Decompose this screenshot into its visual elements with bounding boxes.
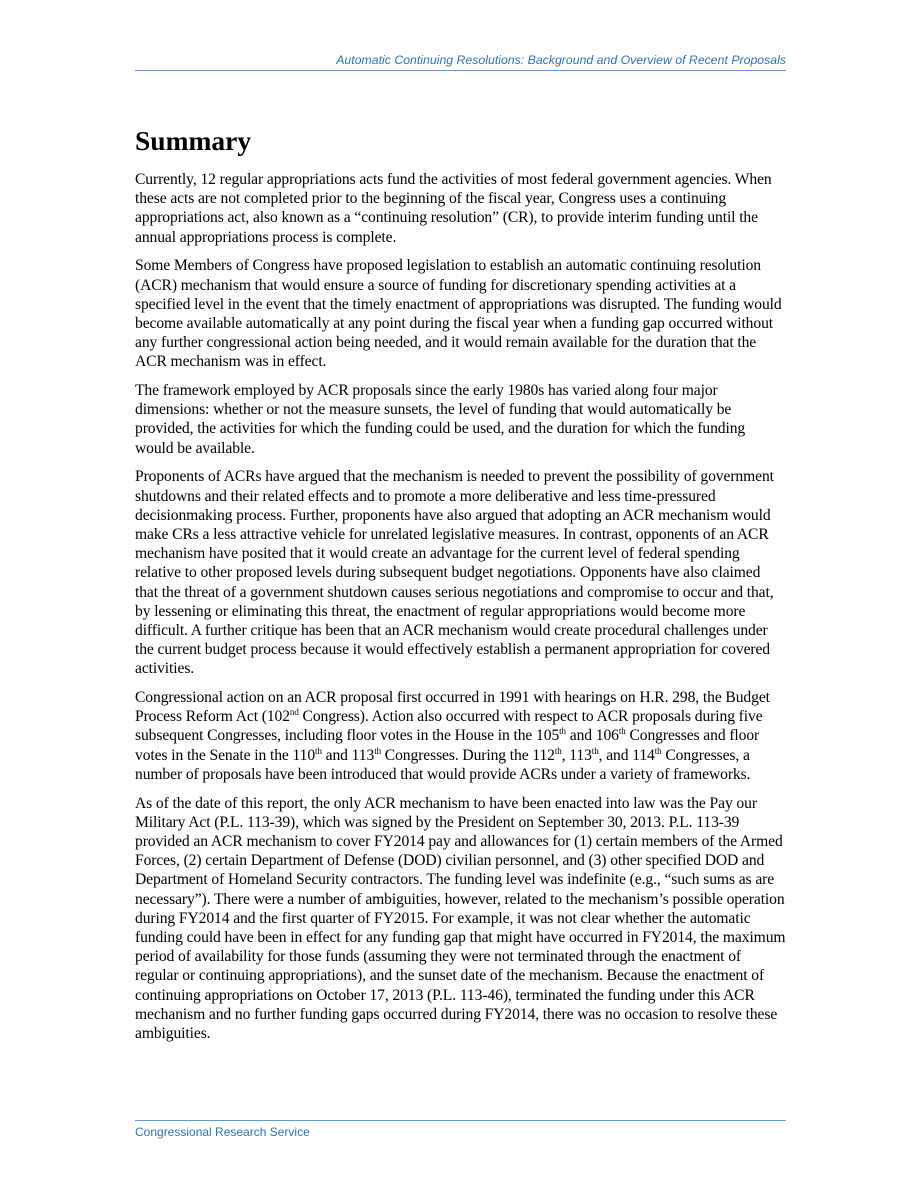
ordinal-suffix: th (654, 745, 662, 756)
page-footer (135, 1120, 786, 1139)
text-segment: , 113 (561, 746, 592, 764)
paragraph-3: The framework employed by ACR proposals since the early 1980s has varied along four major dimensions: whether or not the measure sunsets, the level of funding that would automatically be provided, the activities for which the funding could be used, and the duration for which the funding would be available. (135, 382, 746, 457)
ordinal-suffix: th (591, 745, 599, 756)
ordinal-suffix: th (374, 745, 381, 756)
paragraph-4: Proponents of ACRs have argued that the mechanism is needed to prevent the possibility of government shutdowns and their related effects and to promote a more deliberative and less time-pressured decisionmaking process. Further, proponents have also argued that adopting an ACR mechanism would make CRs a less attractive vehicle for unrelated legislative measures. In contrast, opponents of an ACR mechanism have posited that it would create an advantage for the current level of federal spending relative to other proposed levels during subsequent budget negotiations. Opponents have also claimed that the threat of a government shutdown causes serious negotiations and compromise to occur and that, by lessening or eliminating this threat, the enactment of regular appropriations would become more difficult. A further critique has been that an ACR mechanism would create procedural challenges under the current budget process because it would effectively establish a permanent appropriation for covered activities. (135, 468, 774, 678)
paragraph-5 (135, 688, 786, 784)
paragraph-6: As of the date of this report, the only ACR mechanism to have been enacted into law was the Pay our Military Act (P.L. 113-39), which was signed by the President on September 30, 2013. P.L. 113-39 provided an ACR mechanism to cover FY2014 pay and allowances for (1) certain members of the Armed Forces, (2) certain Department of Defense (DOD) civilian personnel, and (3) other specified DOD and Department of Homeland Security contractors. The funding level was indefinite (e.g., “such sums as are necessary”). There were a number of ambiguities, however, related to the mechanism’s possible operation during FY2014 and the first quarter of FY2015. For example, it was not clear whether the automatic funding could have been in effect for any funding gap that might have occurred in FY2014, the maximum period of availability for those funds (assuming they were not terminated through the enactment of regular or continuing appropriations), and the sunset date of the mechanism. Because the enactment of continuing appropriations on October 17, 2013 (P.L. 113-46), terminated the funding under this ACR mechanism and no further funding gaps occurred during FY2014, there was no occasion to resolve these ambiguities. (135, 794, 786, 1043)
text-segment: , and 114 (598, 746, 655, 764)
ordinal-suffix: th (559, 726, 566, 737)
paragraph-1: Currently, 12 regular appropriations acts fund the activities of most federal government agencies. When these acts are not completed prior to the beginning of the fiscal year, Congress uses a continuing appropriations act, also known as a “continuing resolution” (CR), to provide interim funding until the annual appropriations process is complete. (135, 171, 772, 246)
ordinal-suffix: th (554, 745, 562, 756)
footer-publisher: Congressional Research Service (135, 1125, 310, 1139)
text-segment: Congresses, a number of proposals have been introduced that would provide ACRs under a variety of frameworks. (135, 746, 751, 783)
running-header: Automatic Continuing Resolutions: Background and Overview of Recent Proposals (135, 52, 786, 71)
text-segment: Congresses and floor votes in the Senate in the 110 (135, 727, 760, 764)
text-segment: Congresses. During the 112 (381, 746, 555, 764)
ordinal-suffix: nd (289, 707, 299, 718)
text-segment: Congress). Action also occurred with respect to ACR proposals during five subsequent Congresses, including floor votes in the House in the 105 (135, 708, 763, 745)
ordinal-suffix: th (315, 745, 322, 756)
text-segment: Congressional action on an ACR proposal first occurred in 1991 with hearings on H.R. 298, the Budget Process Reform Act (102 (135, 689, 770, 726)
paragraph-2: Some Members of Congress have proposed legislation to establish an automatic continuing resolution (ACR) mechanism that would ensure a source of funding for discretionary spending activities at a specified level in the event that the timely enactment of appropriations was disrupted. The funding would become available automatically at any point during the fiscal year when a funding gap occurred without any further congressional action being needed, and it would remain available for the duration that the ACR mechanism was in effect. (135, 257, 782, 371)
summary-section (135, 122, 786, 1053)
text-segment: and 113 (321, 746, 375, 764)
section-title: Summary (135, 125, 252, 156)
text-segment: and 106 (565, 727, 619, 745)
ordinal-suffix: th (618, 726, 626, 737)
